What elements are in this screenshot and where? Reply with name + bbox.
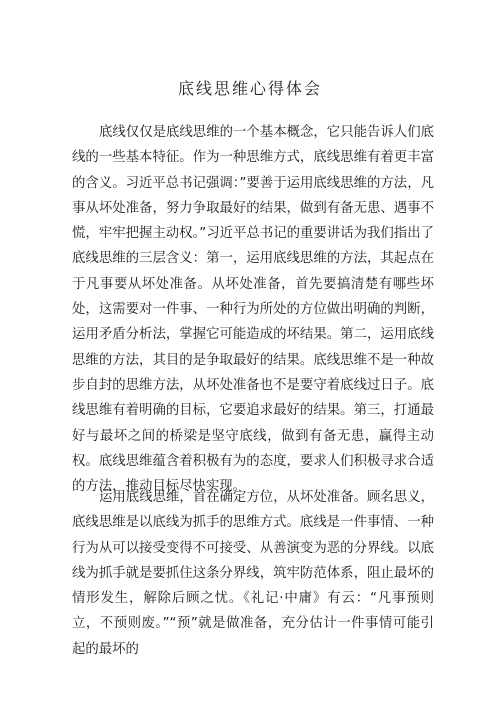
document-title: 底线思维心得体会 xyxy=(177,79,322,98)
body-paragraph-1: 底线仅仅是底线思维的一个基本概念，它只能告诉人们底线的一些基本特征。作为一种思维方式，底线思维有着更丰富的含义。习近平总书记强调：”要善于运用底线思维的方法，凡事从坏处准备，努力争取最好的结果，做到有备无患、遇事不慌，牢牢把握主动权。”习近平总书记的重要讲话为我们指出了底线思维的三层含义：第一，运用底线思维的方法，其起点在于凡事要从坏处准备。从坏处准备，首先要搞清楚有哪些坏处，这需要对一件事、一种行为所处的方位做出明确的判断，运用矛盾分析法，掌握它可能造成的坏结果。第二，运用底线思维的方法，其目的是争取最好的结果。底线思维不是一种故步自封的思维方法，从坏处准备也不是要守着底线过日子。底线思维有着明确的目标，它要追求最好的结果。第三，打通最好与最坏之间的桥梁是坚守底线，做到有备无患，赢得主动权。底线思维蕴含着积极有为的态度，要求人们积极寻求合适的方法，推动目标尽快实现。 xyxy=(72,125,434,495)
body-paragraph-2: 运用底线思维，首在确定方位，从坏处准备。顾名思义，底线思维是以底线为抓手的思维方式。底线是一件事情、一种行为从可以接受变得不可接受、从善演变为恶的分界线。以底线为抓手就是要抓住这条分界线，筑牢防范体系，阻止最坏的情形发生，解除后顾之忧。《礼记·中庸》有云：“凡事预则立，不预则废。”“预”就是做准备，充分估计一件事情可能引起的最坏的 xyxy=(72,490,434,657)
